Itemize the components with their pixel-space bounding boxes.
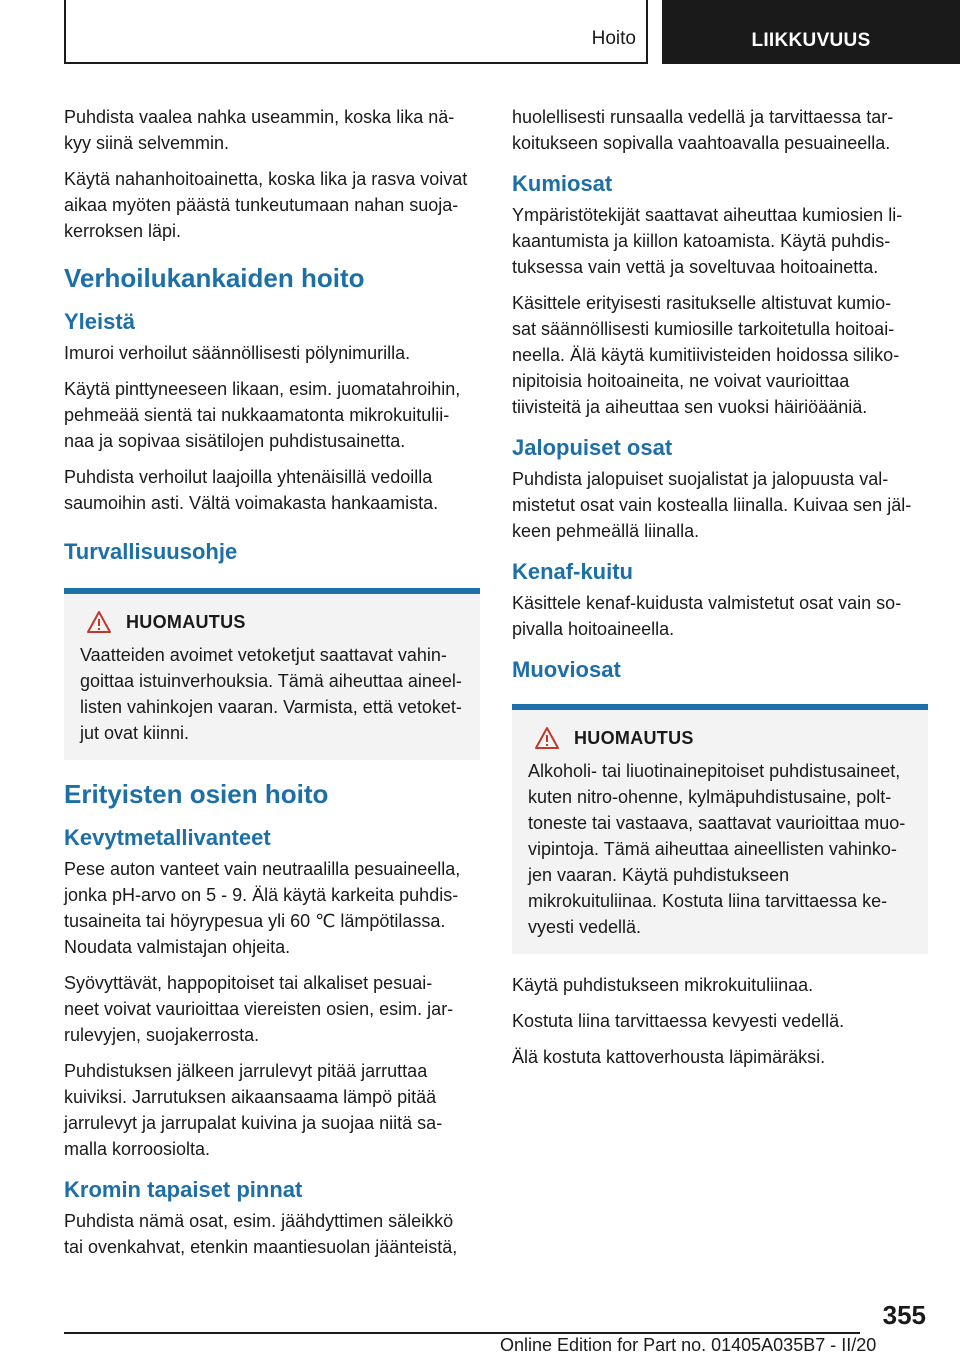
paragraph: Imuroi verhoilut säännöllisesti pölynimurilla. xyxy=(64,343,411,363)
paragraph: Käsittele kenaf-kuidusta valmistetut osat vain so- pivalla hoitoaineella. xyxy=(512,593,902,639)
subheading-kromi: Kromin tapaiset pinnat xyxy=(64,1177,303,1202)
header-section-title: Hoito xyxy=(591,28,636,49)
section-heading-erityiset: Erityisten osien hoito xyxy=(64,779,329,809)
notice-box xyxy=(64,588,480,760)
subheading-turvallisuusohje: Turvallisuusohje xyxy=(64,539,238,564)
subheading-jalopuiset: Jalopuiset osat xyxy=(512,435,673,460)
notice-title: HUOMAUTUS xyxy=(574,727,694,748)
notice-text: Alkoholi- tai liuotinainepitoiset puhdistusaineet, kuten nitro-ohenne, kylmäpuhdistusaine, polt- toneste tai vastaava, saattavat vaurioittaa muo- vipintoja. Tämä aiheuttaa aineellisten vahinko- jen vaaran. Käytä puhdistukseen mikrokuituliinaa. Kostuta liina tarvittaessa ke- vyesti vedellä. xyxy=(528,761,906,937)
paragraph: Puhdista vaalea nahka useammin, koska lika nä- kyy siinä selvemmin. xyxy=(64,107,455,153)
paragraph: huolellisesti runsaalla vedellä ja tarvittaessa tar- koitukseen sopivalla vaahtoavalla pesuaineella. xyxy=(512,107,894,153)
right-column xyxy=(512,104,928,1080)
footer-edition-text: Online Edition for Part no. 01405A035B7 - II/20 xyxy=(500,1335,877,1355)
subheading-kumiosat: Kumiosat xyxy=(512,171,613,196)
paragraph: Puhdistuksen jälkeen jarrulevyt pitää jarruttaa kuiviksi. Jarrutuksen aikaansaama lämpö pitää jarrulevyt ja jarrupalat kuivina ja suojaa niitä sa- malla korroosiolta. xyxy=(64,1061,443,1159)
footer-divider xyxy=(64,1332,860,1334)
subheading-muoviosat: Muoviosat xyxy=(512,657,621,682)
paragraph: Puhdista jalopuiset suojalistat ja jalopuusta val- mistetut osat vain kostealla liinalla. Kuivaa sen jäl- keen pehmeällä liinalla. xyxy=(512,469,912,541)
section-heading-verhoilu: Verhoilukankaiden hoito xyxy=(64,263,365,293)
page-number: 355 xyxy=(882,1300,926,1330)
notice-text: Vaatteiden avoimet vetoketjut saattavat vahin- goittaa istuinverhouksia. Tämä aiheuttaa aineel- listen vahinkojen vaaran. Varmista, että vetoket- jut ovat kiinni. xyxy=(80,645,462,743)
left-column xyxy=(64,104,480,1270)
paragraph: Syövyttävät, happopitoiset tai alkaliset pesuai- neet voivat vaurioittaa viereisten osien, esim. jar- rulevyjen, suojakerrosta. xyxy=(64,973,454,1045)
subheading-kenaf: Kenaf-kuitu xyxy=(512,559,633,584)
paragraph: Pese auton vanteet vain neutraalilla pesuaineella, jonka pH-arvo on 5 - 9. Älä käytä karkeita puhdis- tusaineita tai höyrypesua yli 60 ℃ lämpötilassa. Noudata valmistajan ohjeita. xyxy=(64,859,461,957)
header-frame xyxy=(64,0,648,64)
paragraph: Käytä nahanhoitoainetta, koska lika ja rasva voivat aikaa myöten päästä tunkeutumaan nahan suoja- kerroksen läpi. xyxy=(64,169,468,241)
subheading-kevytmetalli: Kevytmetallivanteet xyxy=(64,825,271,850)
warning-triangle-icon xyxy=(534,726,560,750)
paragraph: Käytä pinttyneeseen likaan, esim. juomatahroihin, pehmeää sientä tai nukkaamatonta mikrokuitulii- naa ja sopivaa sisätilojen puhdistusainetta. xyxy=(64,379,461,451)
subheading-yleista: Yleistä xyxy=(64,309,135,334)
paragraph: Käytä puhdistukseen mikrokuituliinaa. xyxy=(512,975,814,995)
notice-header xyxy=(528,726,912,750)
header-chapter-tab: LIIKKUVUUS xyxy=(662,0,960,64)
paragraph: Kostuta liina tarvittaessa kevyesti vedellä. xyxy=(512,1011,845,1031)
paragraph: Puhdista nämä osat, esim. jäähdyttimen säleikkö tai ovenkahvat, etenkin maantiesuolan jäänteistä, xyxy=(64,1211,458,1257)
paragraph: Puhdista verhoilut laajoilla yhtenäisillä vedoilla saumoihin asti. Vältä voimakasta hankaamista. xyxy=(64,467,439,513)
paragraph: Käsittele erityisesti rasitukselle altistuvat kumio- sat säännöllisesti kumiosille tarkoitetulla hoitoai- neella. Älä käytä kumitiivisteiden hoidossa siliko- nipitoisia hoitoaineita, ne voivat vaurioittaa tiivisteitä ja aiheuttaa sen vuoksi häiriöääniä. xyxy=(512,293,900,417)
paragraph: Älä kostuta kattoverhousta läpimäräksi. xyxy=(512,1047,826,1067)
notice-header xyxy=(80,610,464,634)
warning-triangle-icon xyxy=(86,610,112,634)
notice-title: HUOMAUTUS xyxy=(126,611,246,632)
notice-box xyxy=(512,704,928,954)
paragraph: Ympäristötekijät saattavat aiheuttaa kumiosien li- kaantumista ja kiillon katoamista. Käytä puhdis- tuksessa vain vettä ja soveltuvaa hoitoainetta. xyxy=(512,205,903,277)
